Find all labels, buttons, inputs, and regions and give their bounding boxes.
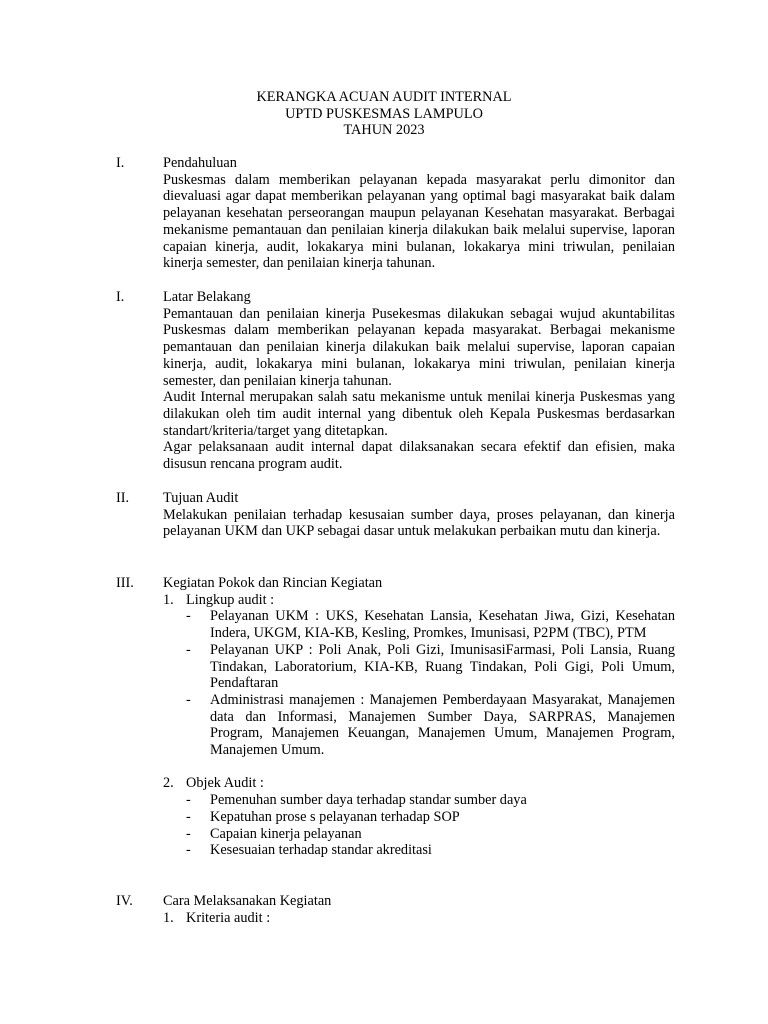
document-title [0,89,768,139]
numbered-item-lingkup-audit [163,592,675,609]
item-number: 1. [163,909,174,926]
bullet-text: Pelayanan UKP : Poli Anak, Poli Gizi, ImunisasiFarmasi, Poli Lansia, Ruang Tindakan, Laboratorium, KIA-KB, Ruang Tindakan, Poli Gigi, Poli Umum, Pendaftaran [210,641,675,692]
section-paragraph: Agar pelaksanaan audit internal dapat dilaksanakan secara efektif dan efisien, maka disusun rencana program audit. [163,439,675,473]
title-line-1: KERANGKA ACUAN AUDIT INTERNAL [256,89,512,105]
item-label: Objek Audit : [186,775,264,792]
bullet-dash: - [186,608,191,625]
item-label: Lingkup audit : [186,591,275,608]
section-pendahuluan [116,155,676,272]
section-paragraph: Puskesmas dalam memberikan pelayanan kepada masyarakat perlu dimonitor dan dievaluasi agar dapat memberikan pelayanan yang optimal bagi masyarakat baik dalam pelayanan kesehatan perseorangan maupun pelayanan Kesehatan masyarakat. Berbagai mekanisme pemantauan dan penilaian kinerja dilakukan baik melalui supervise, laporan capaian kinerja, audit, lokakarya mini bulanan, lokakarya mini triwulan, penilaian kinerja semester, dan penilaian kinerja tahunan. [163,171,675,272]
bullet-dash: - [186,641,191,658]
bullet-item [186,608,675,641]
bullet-item [186,692,675,759]
title-line-2: UPTD PUSKESMAS LAMPULO [285,105,483,122]
bullet-dash: - [186,808,191,825]
section-heading: Kegiatan Pokok dan Rincian Kegiatan [163,575,383,591]
bullet-dash: - [186,825,191,842]
section-number: I. [116,155,125,171]
section-paragraph: Pemantauan dan penilaian kinerja Pusekesmas dilakukan sebagai wujud akuntabilitas Puskesmas dalam memberikan pelayanan kepada masyarakat. Berbagai mekanisme pemantauan dan penilaian kinerja dilakukan baik melalui supervise, laporan capaian kinerja, audit, lokakarya mini bulanan, lokakarya mini triwulan, penilaian kinerja semester, dan penilaian kinerja tahunan. [163,305,675,389]
section-tujuan-audit [116,490,676,540]
numbered-item-kriteria-audit [163,910,675,927]
section-paragraph: Melakukan penilaian terhadap kesusaian sumber daya, proses pelayanan, dan kinerja pelayanan UKM dan UKP sebagai dasar untuk melakukan perbaikan mutu dan kinerja. [163,506,675,540]
bullet-item [186,792,675,809]
bullet-item [186,642,675,692]
section-heading: Tujuan Audit [163,490,239,506]
item-number: 1. [163,591,174,608]
section-kegiatan-pokok [116,575,676,859]
title-line-3: TAHUN 2023 [343,122,425,139]
section-cara-melaksanakan [116,893,676,926]
section-heading: Latar Belakang [163,289,251,305]
bullet-dash: - [186,792,191,809]
bullet-text: Pelayanan UKM : UKS, Kesehatan Lansia, Kesehatan Jiwa, Gizi, Kesehatan Indera, UKGM, KIA-KB, Kesling, Promkes, Imunisasi, P2PM (TBC), PTM [210,608,675,642]
section-heading: Cara Melaksanakan Kegiatan [163,893,332,909]
section-number: I. [116,289,125,305]
section-paragraph: Audit Internal merupakan salah satu mekanisme untuk menilai kinerja Puskesmas yang dilakukan oleh tim audit internal yang dibentuk oleh Kepala Puskesmas berdasarkan standart/kriteria/target yang ditetapkan. [163,389,675,439]
item-number: 2. [163,775,174,792]
bullet-text: Pemenuhan sumber daya terhadap standar sumber daya [210,792,527,809]
section-latar-belakang [116,289,676,473]
bullet-text: Capaian kinerja pelayanan [210,825,362,842]
bullet-dash: - [186,842,191,859]
section-number: IV. [116,893,133,909]
bullet-text: Kesesuaian terhadap standar akreditasi [210,842,432,859]
numbered-item-objek-audit [163,775,675,792]
bullet-dash: - [186,691,191,708]
bullet-text: Kepatuhan prose s pelayanan terhadap SOP [210,808,460,825]
item-label: Kriteria audit : [186,909,271,926]
section-number: III. [116,575,134,591]
section-heading: Pendahuluan [163,155,237,171]
bullet-item [186,842,675,859]
section-number: II. [116,490,130,506]
bullet-item [186,826,675,843]
bullet-text: Administrasi manajemen : Manajemen Pemberdayaan Masyarakat, Manajemen data dan Informasi, Manajemen Sumber Daya, SARPRAS, Manajemen Program, Manajemen Keuangan, Manajemen Umum, Manajemen Program, Manajemen Umum. [210,691,675,759]
bullet-item [186,809,675,826]
